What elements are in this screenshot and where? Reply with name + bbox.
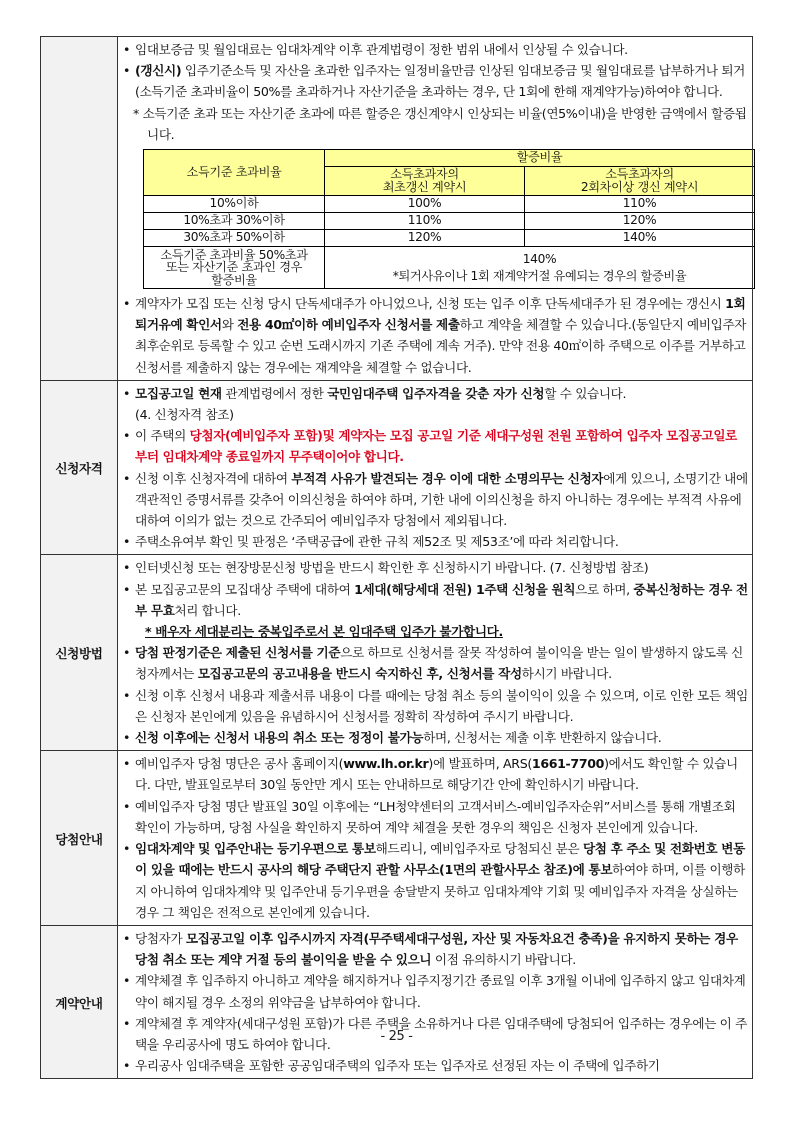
table-row: 소득기준 초과비율 50%초과 또는 자산기준 초과인 경우 할증비율 140% *퇴거사유이나 1회 재계약거절 유예되는 경우의 할증비율 [144, 247, 755, 289]
surcharge-table [143, 149, 755, 289]
bullet-home-ownership: • 주택소유여부 확인 및 판정은 ‘주택공급에 관한 규칙 제52조 및 제53조’에 따라 처리합니다. [123, 531, 748, 552]
header-income-ratio: 소득기준 초과비율 [144, 150, 325, 196]
section-method [41, 555, 753, 751]
notice-table [40, 36, 753, 1079]
section-label-empty [41, 37, 118, 381]
header-surcharge-ratio: 할증비율 [325, 150, 755, 167]
bullet-application-method: • 인터넷신청 또는 현장방문신청 방법을 반드시 확인한 후 신청하시기 바랍니다. (7. 신청방법 참조) [123, 557, 748, 578]
bullet-judgement-basis: • 당첨 판정기준은 제출된 신청서를 기준으로 하므로 신청서를 잘못 작성하여 불이익을 받는 일이 발생하지 않도록 신청자께서는 모집공고문의 공고내용을 반드시 숙지하신 후, 신청서를 작성하시기 바랍니다. [123, 642, 748, 684]
bullet-qualification-date: • 모집공고일 현재 관계법령에서 정한 국민임대주택 입주자격을 갖춘 자가 신청할 수 있습니다. [123, 383, 748, 404]
qualification-reference: (4. 신청자격 참조) [135, 407, 234, 423]
bullet-one-house: • 본 모집공고문의 모집대상 주택에 대하여 1세대(해당세대 전원) 1주택 신청을 원칙으로 하며, 중복신청하는 경우 전부 무효처리 합니다. [123, 579, 748, 621]
section-rent-increase [41, 37, 753, 381]
spouse-note: * 배우자 세대분리는 중복입주로서 본 임대주택 입주가 불가합니다. [145, 624, 503, 640]
last-surcharge-value: 140% [522, 251, 557, 266]
section-winner [41, 751, 753, 926]
bullet-single-household: • 계약자가 모집 또는 신청 당시 단독세대주가 아니었으나, 신청 또는 입주 이후 단독세대주가 된 경우에는 갱신시 1회 퇴거유예 확인서와 전용 40㎡이하 예비입주자 신청서를 제출하고 계약을 체결할 수 있습니다.(동일단지 예비입주자 최후순위로 등록할 수 있고 순번 도래시까지 기존 주택에 계속 거주). 만약 전용 40㎡이하 주택으로 이주를 거부하고 신청서를 제출하지 않는 경우에는 재계약을 체결할 수 없습니다. [123, 293, 748, 378]
header-first-renewal: 소득초과자의 최초갱신 계약시 [325, 167, 525, 196]
bullet-winner-announcement: • 예비입주자 당첨 명단은 공사 홈페이지(www.lh.or.kr)에 발표하며, ARS(1661-7700)에서도 확인할 수 있습니다. 다만, 발표일로부터 30일 동안만 게시 또는 안내하므로 해당기간 안에 확인하시기 바랍니다. [123, 753, 748, 795]
surcharge-note: * 소득기준 초과 또는 자산기준 초과에 따른 할증은 갱신계약시 인상되는 비율(연5%이내)을 반영한 금액에서 할증됩니다. [133, 105, 747, 142]
section-label-method: 신청방법 [41, 555, 118, 751]
bullet-penalty: • 계약체결 후 입주하지 아니하고 계약을 해지하거나 입주지정기간 종료일 이후 3개월 이내에 입주하지 않고 임대차계약이 해지될 경우 소정의 위약금을 납부하여야 합니다. [123, 970, 748, 1012]
bullet-no-correction: • 신청 이후에는 신청서 내용의 취소 또는 정정이 불가능하며, 신청서는 제출 이후 반환하지 않습니다. [123, 727, 748, 748]
bullet-maintain-eligibility: • 당첨자가 모집공고일 이후 입주시까지 자격(무주택세대구성원, 자산 및 자동차요건 충족)을 유지하지 못하는 경우 당첨 취소 또는 계약 거절 등의 불이익을 받을 수 있으니 이점 유의하시기 바랍니다. [123, 928, 748, 970]
bullet-ineligibility: • 신청 이후 신청자격에 대하여 부적격 사유가 발견되는 경우 이에 대한 소명의무는 신청자에게 있으니, 소명기간 내에 객관적인 증명서류를 갖추어 이의신청을 하여야 하며, 기한 내에 이의신청을 하지 아니하는 경우에는 부적격 사유에 대하여 이의가 없는 것으로 간주되어 예비입주자 당첨에서 제외됩니다. [123, 468, 748, 532]
table-row: 10%초과 30%이하 110% 120% [144, 213, 755, 230]
header-second-renewal: 소득초과자의 2회차이상 갱신 계약시 [525, 167, 755, 196]
section-label-contract: 계약안내 [41, 925, 118, 1078]
lh-website-link[interactable]: www.lh.or.kr [343, 756, 429, 772]
table-row: 10%이하 100% 110% [144, 196, 755, 213]
section-label-winner: 당첨안내 [41, 751, 118, 926]
bullet-individual-lookup: • 예비입주자 당첨 명단 발표일 30일 이후에는 “LH청약센터의 고객서비스-예비입주자순위”서비스를 통해 개별조회 확인이 가능하며, 당첨 사실을 확인하지 못하여 계약 체결을 못한 경우의 책임은 신청자 본인에게 있습니다. [123, 796, 748, 838]
section-label-qualification: 신청자격 [41, 380, 118, 555]
bullet-renewal: • (갱신시) 입주기준소득 및 자산을 초과한 입주자는 일정비율만큼 인상된 임대보증금 및 월임대료를 납부하거나 퇴거(소득기준 초과비율이 50%를 초과하거나 자산기준을 초과하는 경우, 단 1회에 한해 재계약가능)하여야 합니다. [123, 60, 748, 102]
page-number: - 25 - [380, 1029, 413, 1044]
document-page [40, 36, 753, 1079]
ars-number: 1661-7700 [531, 756, 605, 772]
bullet-homeless-requirement: • 이 주택의 당첨자(예비입주자 포함)및 계약자는 모집 공고일 기준 세대구성원 전원 포함하여 입주자 모집공고일로부터 임대차계약 종료일까지 무주택이어야 합니다. [123, 425, 748, 467]
bullet-content-mismatch: • 신청 이후 신청서 내용과 제출서류 내용이 다를 때에는 당첨 취소 등의 불이익이 있을 수 있으며, 이로 인한 모든 책임은 신청자 본인에게 있음을 유념하시어 신청서를 정확히 작성하여 주시기 바랍니다. [123, 685, 748, 727]
table-row: 30%초과 50%이하 120% 140% [144, 230, 755, 247]
last-surcharge-note: *퇴거사유이나 1회 재계약거절 유예되는 경우의 할증비율 [392, 268, 687, 283]
bullet-registered-mail: • 임대차계약 및 입주안내는 등기우편으로 통보해드리니, 예비입주자로 당첨되신 분은 당첨 후 주소 및 전화번호 변동이 있을 때에는 반드시 공사의 해당 주택단지 관할 사무소(1면의 관할사무소 참조)에 통보하여야 하며, 이를 이행하지 아니하여 임대차계약 및 입주안내 등기우편을 송달받지 못하고 임대차계약 기회 및 예비입주자 자격을 상실하는 경우 그 책임은 전적으로 본인에게 있습니다. [123, 838, 748, 923]
bullet-public-rental: • 우리공사 임대주택을 포함한 공공임대주택의 입주자 또는 입주자로 선정된 자는 이 주택에 입주하기 [123, 1055, 748, 1076]
section-qualification [41, 380, 753, 555]
bullet-other-house: • 계약체결 후 계약자(세대구성원 포함)가 다른 주택을 소유하거나 다른 임대주택에 당첨되어 입주하는 경우에는 이 주택을 우리공사에 명도 하여야 합니다. [123, 1013, 748, 1055]
bullet-deposit-increase: • 임대보증금 및 월임대료는 임대차계약 이후 관계법령이 정한 범위 내에서 인상될 수 있습니다. [123, 39, 748, 60]
section-contract [41, 925, 753, 1078]
